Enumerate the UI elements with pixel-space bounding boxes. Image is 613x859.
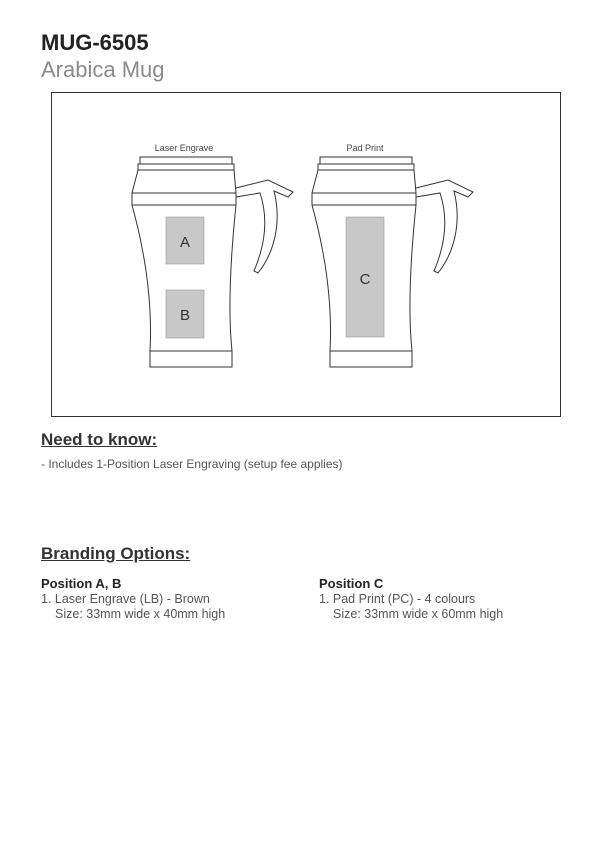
option-size: Size: 33mm wide x 60mm high <box>333 607 504 621</box>
option-method: 1. Pad Print (PC) - 4 colours <box>319 592 476 606</box>
product-diagram <box>51 92 561 417</box>
branding-options-heading: Branding Options: <box>41 544 191 563</box>
product-name: Arabica Mug <box>41 57 165 82</box>
option-method: 1. Laser Engrave (LB) - Brown <box>41 592 210 606</box>
area-a-label: A <box>179 234 191 251</box>
left-mug <box>132 157 293 367</box>
area-c-label: C <box>359 271 371 288</box>
area-b-label: B <box>179 307 191 324</box>
option-size: Size: 33mm wide x 40mm high <box>55 607 226 621</box>
right-mug-label: Pad Print <box>346 143 384 153</box>
branding-option-ab <box>41 576 225 622</box>
option-title: Position A, B <box>41 576 122 591</box>
mug-drawing <box>52 93 562 418</box>
product-code: MUG-6505 <box>41 30 149 55</box>
left-mug-label: Laser Engrave <box>154 143 214 153</box>
branding-option-c <box>319 576 503 622</box>
need-to-know-heading: Need to know: <box>41 430 158 449</box>
option-title: Position C <box>319 576 384 591</box>
need-to-know-item: - Includes 1-Position Laser Engraving (setup fee applies) <box>41 457 343 471</box>
right-mug <box>312 157 473 367</box>
